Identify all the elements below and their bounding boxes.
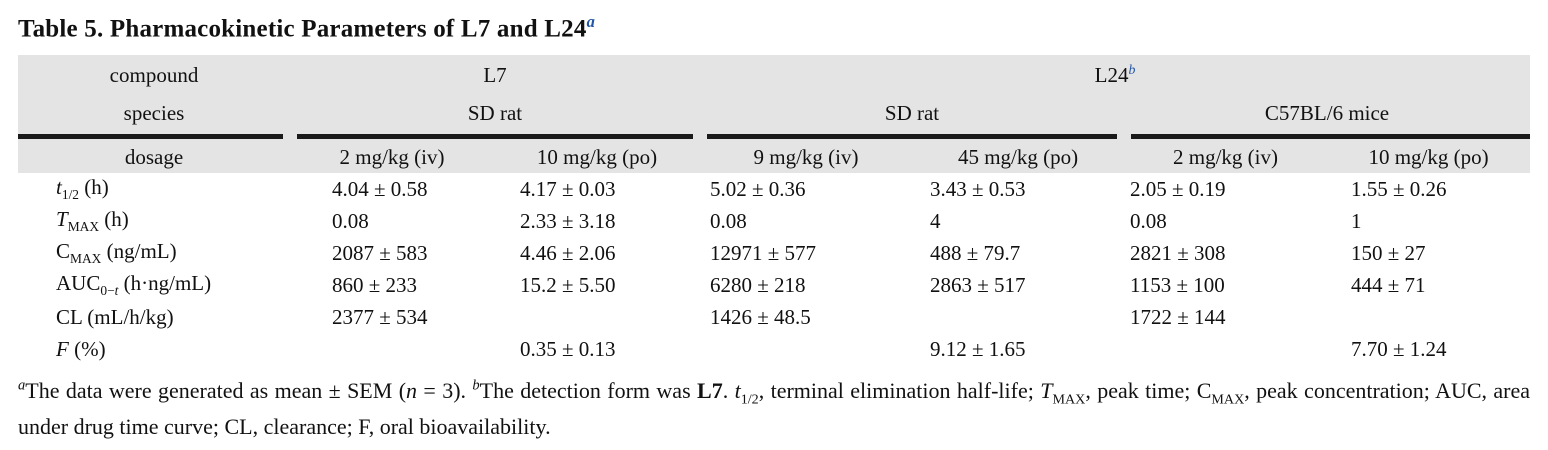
value-cell: 7.70 ± 1.24: [1351, 336, 1447, 361]
table-title: Table 5. Pharmacokinetic Parameters of L7 and L24$^a$: [18, 12, 596, 43]
table-row-clearance: [18, 301, 1530, 333]
table-row-half-life: [18, 173, 1530, 205]
value-cell: 4.17 ± 0.03: [520, 176, 616, 201]
header-compound-l7: L7: [290, 55, 700, 95]
value-cell: 0.35 ± 0.13: [520, 336, 616, 361]
table-row-auc: [18, 269, 1530, 301]
value-cell: 1153 ± 100: [1130, 272, 1225, 297]
header-dosage-6: 10 mg/kg (po): [1327, 142, 1530, 173]
header-dosage-5: 2 mg/kg (iv): [1124, 142, 1327, 173]
table-row-dosage: [18, 142, 1530, 173]
value-cell: 0.08: [1130, 208, 1167, 233]
value-cell: 150 ± 27: [1351, 240, 1426, 265]
table-row-species: [18, 95, 1530, 131]
value-cell: 15.2 ± 5.50: [520, 272, 616, 297]
table-row-tmax: [18, 205, 1530, 237]
value-cell: 3.43 ± 0.53: [930, 176, 1026, 201]
value-cell: [290, 333, 494, 365]
value-cell: 2.33 ± 3.18: [520, 208, 616, 233]
value-cell: 444 ± 71: [1351, 272, 1426, 297]
value-cell: 5.02 ± 0.36: [710, 176, 806, 201]
value-cell: 4.04 ± 0.58: [332, 176, 428, 201]
value-cell: 2821 ± 308: [1130, 240, 1226, 265]
rule-segment-label-col: [18, 131, 290, 142]
rule-segment-l7: [290, 131, 700, 142]
header-dosage-2: 10 mg/kg (po): [494, 142, 700, 173]
header-species-mice: C57BL/6 mice: [1124, 95, 1530, 131]
table-row-compound: [18, 55, 1530, 95]
value-cell: 4: [930, 208, 941, 233]
value-cell: 9.12 ± 1.65: [930, 336, 1026, 361]
value-cell: 1.55 ± 0.26: [1351, 176, 1447, 201]
header-dosage-4: 45 mg/kg (po): [912, 142, 1124, 173]
header-compound-l24: L24$^b$: [700, 55, 1530, 95]
param-label-half-life: $t_{1/2}$ (h): [56, 175, 109, 203]
table-row-cmax: [18, 237, 1530, 269]
param-label-tmax: $T_{MAX}$ (h): [56, 207, 129, 235]
value-cell: 2377 ± 534: [332, 304, 428, 329]
header-dosage-3: 9 mg/kg (iv): [700, 142, 912, 173]
param-label-cmax: $C_{MAX}$ (ng/mL): [56, 239, 177, 267]
value-cell: 1: [1351, 208, 1362, 233]
value-cell: [494, 301, 700, 333]
value-cell: 488 ± 79.7: [930, 240, 1021, 265]
value-cell: 2.05 ± 0.19: [1130, 176, 1226, 201]
param-label-bioavailability: F (%): [56, 336, 106, 361]
value-cell: 2863 ± 517: [930, 272, 1026, 297]
rule-segment-l24-rat: [700, 131, 1124, 142]
param-label-clearance: CL (mL/h/kg): [56, 304, 174, 329]
value-cell: 12971 ± 577: [710, 240, 817, 265]
value-cell: [1327, 301, 1530, 333]
table-footnote: $^a$The data were generated as mean ± SEM (n = 3). $^b$The detection form was L7. $t_{1/2}$, terminal elimination half-life; $T_{MAX}$, peak time; $C_{MAX}$, peak concentration; AUC, area under drug time curve; CL, clearance; F, oral bioavailability.: [18, 378, 1531, 439]
value-cell: 6280 ± 218: [710, 272, 806, 297]
value-cell: 860 ± 233: [332, 272, 418, 297]
param-label-auc: $AUC_{0-t}$ (h·ng/mL): [56, 271, 212, 299]
value-cell: 1426 ± 48.5: [710, 304, 811, 329]
value-cell: 0.08: [332, 208, 369, 233]
header-dosage-1: 2 mg/kg (iv): [290, 142, 494, 173]
table-rule-row: [18, 131, 1530, 142]
value-cell: 0.08: [710, 208, 747, 233]
value-cell: [1124, 333, 1327, 365]
header-species-label: species: [18, 95, 290, 131]
rule-segment-mice: [1124, 131, 1530, 142]
table-row-bioavailability: [18, 333, 1530, 365]
value-cell: 4.46 ± 2.06: [520, 240, 616, 265]
value-cell: 1722 ± 144: [1130, 304, 1226, 329]
pharmacokinetics-table: [18, 55, 1530, 365]
header-compound-label: compound: [18, 55, 290, 95]
header-species-sd-rat-l24: SD rat: [700, 95, 1124, 131]
value-cell: [912, 301, 1124, 333]
value-cell: 2087 ± 583: [332, 240, 428, 265]
header-species-sd-rat-l7: SD rat: [290, 95, 700, 131]
header-dosage-label: dosage: [18, 142, 290, 173]
value-cell: [700, 333, 912, 365]
